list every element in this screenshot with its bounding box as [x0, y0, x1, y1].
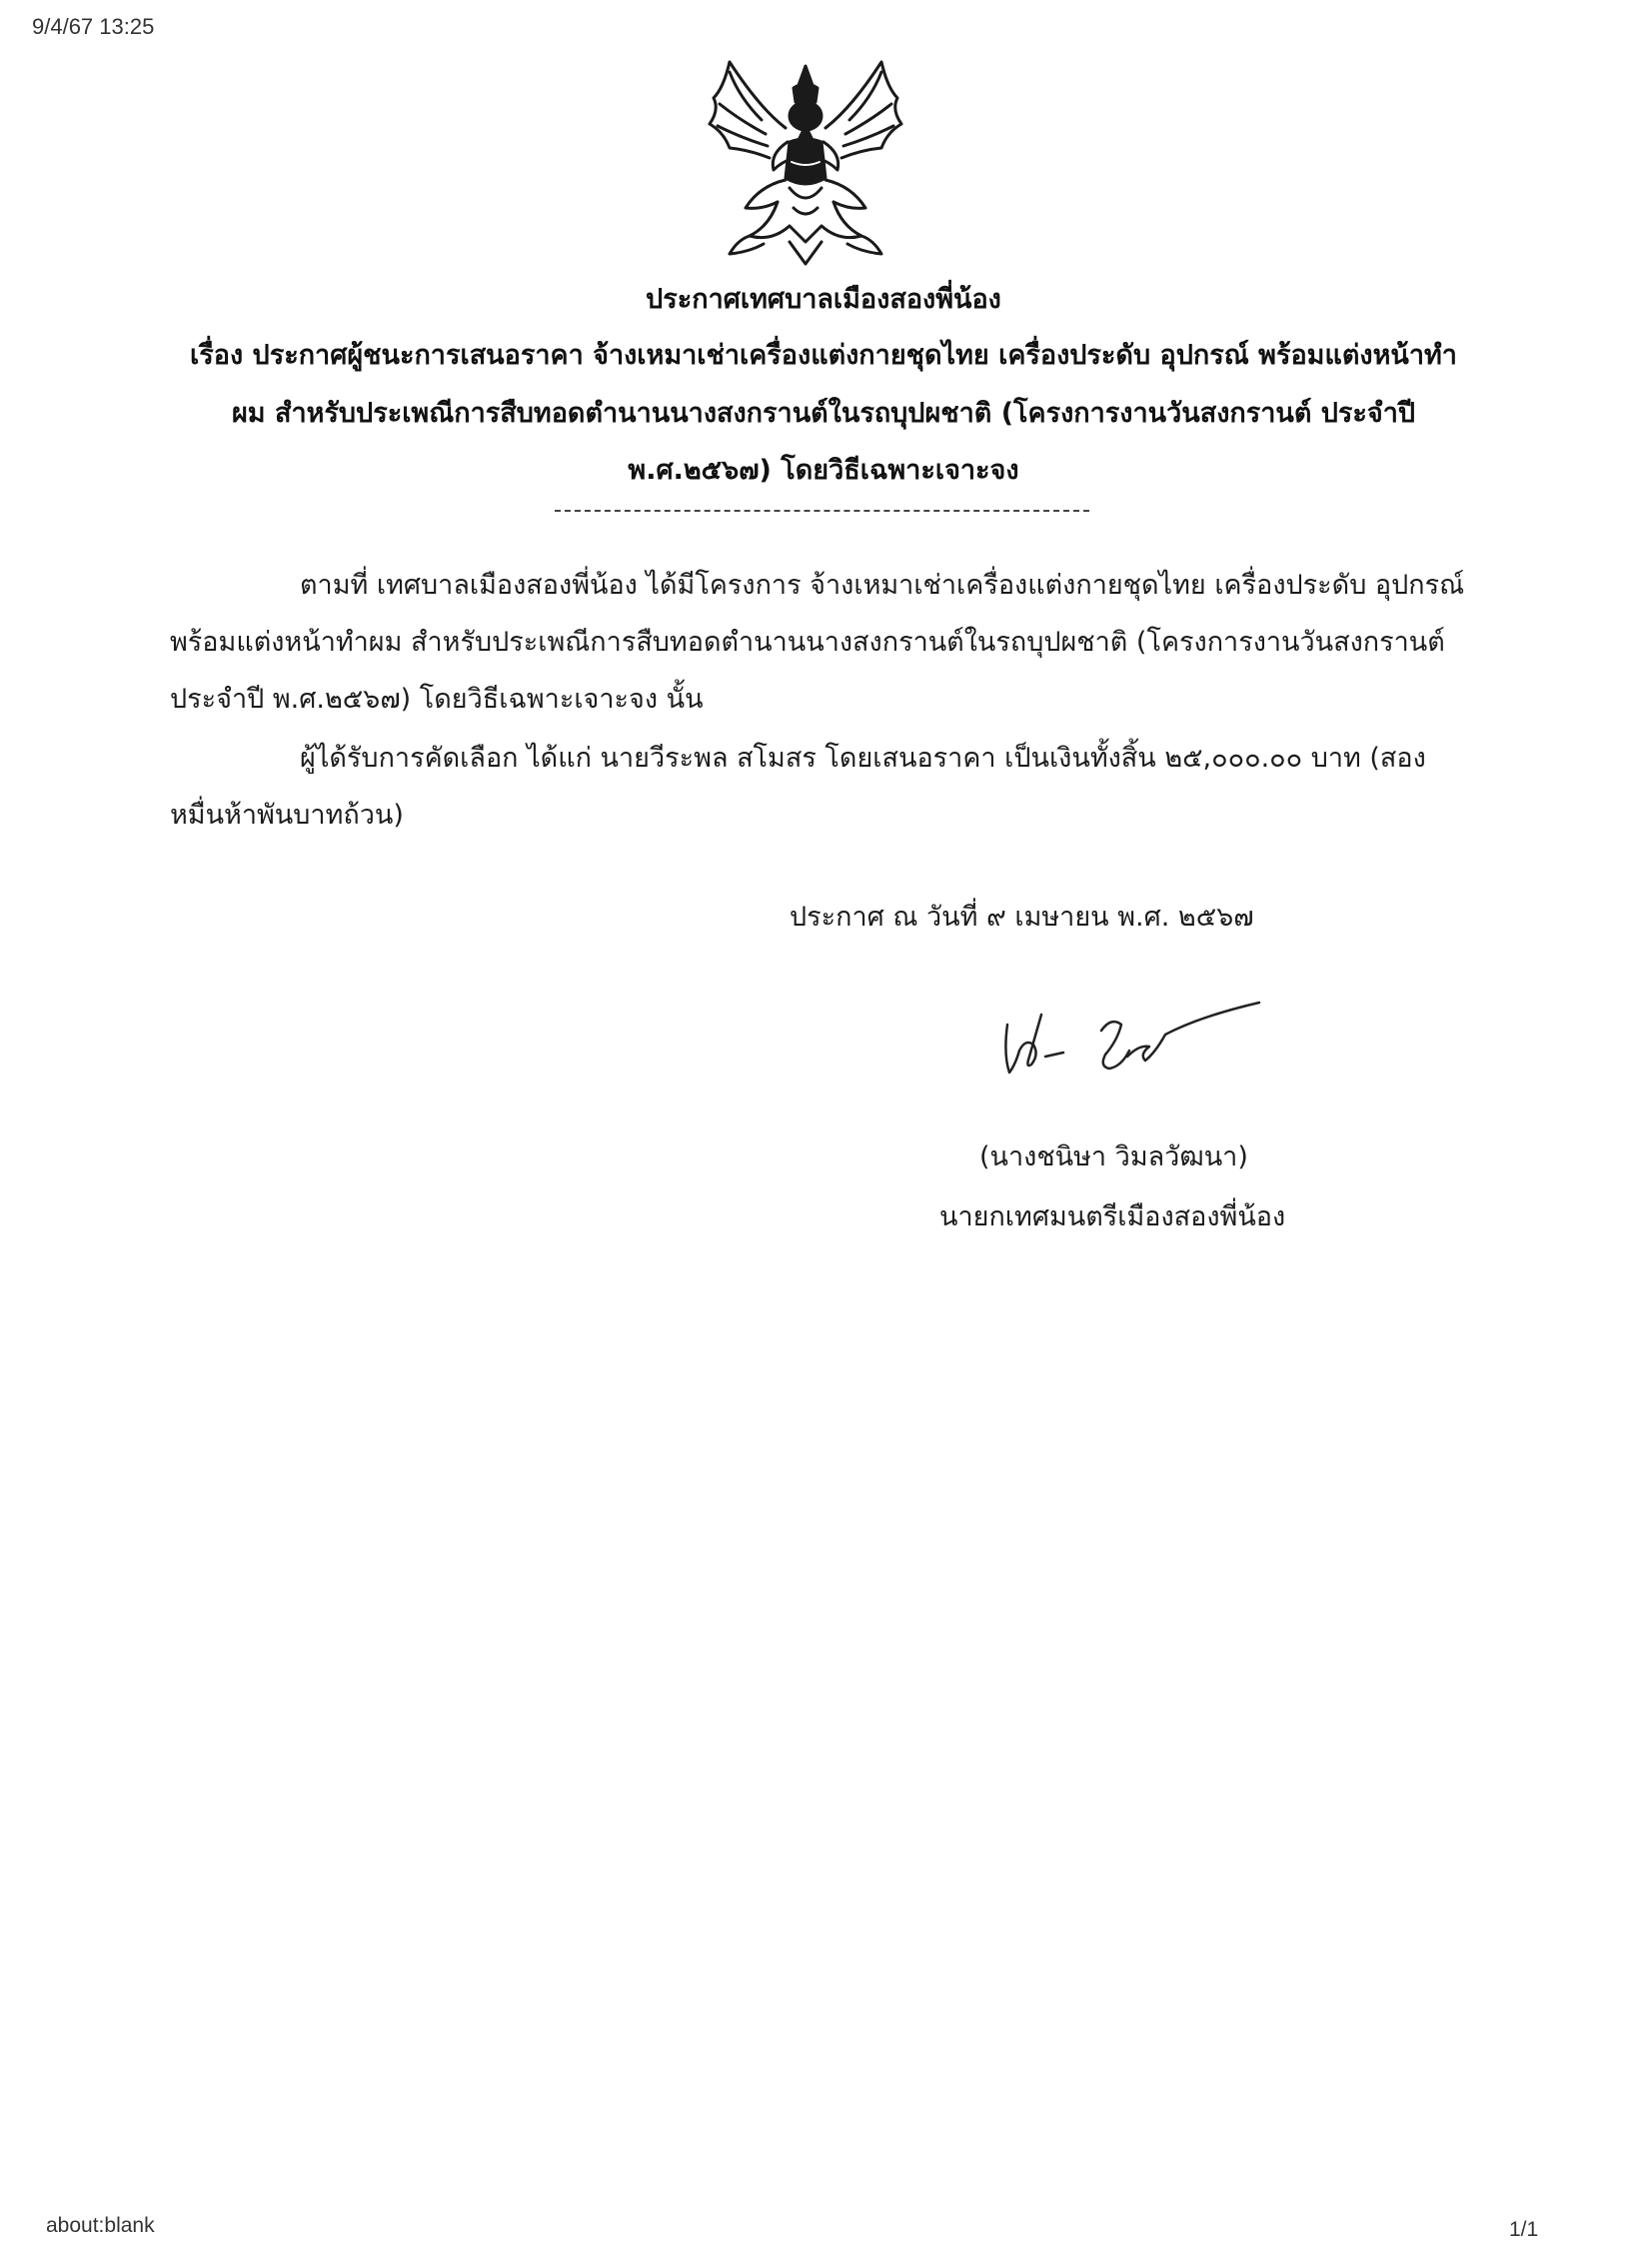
garuda-emblem-icon: [690, 58, 921, 268]
print-footer-page-number: 1/1: [1509, 2218, 1539, 2241]
subject-line-2: ผม สำหรับประเพณีการสืบทอดตำนานนางสงกรานต์ในรถบุปผชาติ (โครงการงานวันสงกรานต์ ประจำปี: [231, 398, 1416, 429]
body-paragraph-2-line-2: หมื่นห้าพันบาทถ้วน): [170, 800, 404, 831]
signer-position: นายกเทศมนตรีเมืองสองพี่น้อง: [939, 1201, 1286, 1232]
subject-line-1: เรื่อง ประกาศผู้ชนะการเสนอราคา จ้างเหมาเช่าเครื่องแต่งกายชุดไทย เครื่องประดับ อุปกรณ์ พร้อมแต่งหน้าทำ: [190, 340, 1457, 371]
print-timestamp: 9/4/67 13:25: [32, 14, 155, 39]
body-paragraph-2-line-1: ผู้ได้รับการคัดเลือก ได้แก่ นายวีระพล สโมสร โดยเสนอราคา เป็นเงินทั้งสิ้น ๒๕,๐๐๐.๐๐ บาท (สอง: [300, 743, 1426, 774]
announcement-heading: ประกาศเทศบาลเมืองสองพี่น้อง: [646, 284, 1001, 315]
announcement-date: ประกาศ ณ วันที่ ๙ เมษายน พ.ศ. ๒๕๖๗: [790, 902, 1254, 933]
handwritten-signature: [989, 995, 1279, 1095]
signer-name: (นางชนิษา วิมลวัฒนา): [979, 1141, 1248, 1172]
body-paragraph-1-line-3: ประจำปี พ.ศ.๒๕๖๗) โดยวิธีเฉพาะเจาะจง นั้น: [170, 684, 704, 715]
body-paragraph-1-line-1: ตามที่ เทศบาลเมืองสองพี่น้อง ได้มีโครงการ จ้างเหมาเช่าเครื่องแต่งกายชุดไทย เครื่องประดับ อุปกรณ์: [300, 570, 1465, 601]
subject-line-3: พ.ศ.๒๕๖๗) โดยวิธีเฉพาะเจาะจง: [628, 455, 1019, 486]
section-divider: [555, 510, 1089, 512]
print-footer-url: about:blank: [46, 2214, 155, 2237]
body-paragraph-1-line-2: พร้อมแต่งหน้าทำผม สำหรับประเพณีการสืบทอดตำนานนางสงกรานต์ในรถบุปผชาติ (โครงการงานวันสงกรานต์: [170, 627, 1445, 658]
